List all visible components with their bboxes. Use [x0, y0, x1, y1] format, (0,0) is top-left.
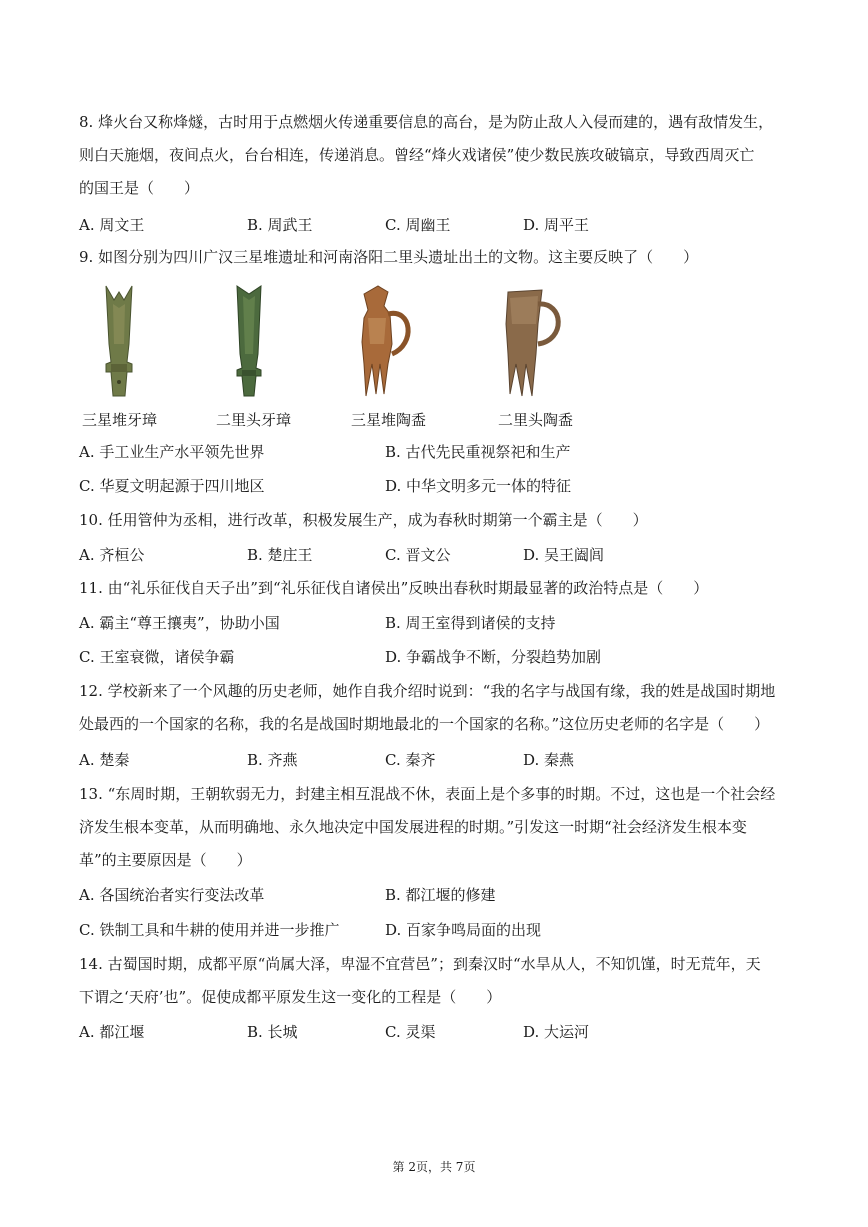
question-14-stem-line2: 下谓之‘天府’也”。促使成都平原发生这一变化的工程是（ ） — [79, 988, 502, 1006]
question-8-options — [79, 210, 791, 240]
question-14-stem-line1: 14. 古蜀国时期，成都平原“尚属大泽，卑湿不宜营邑”；到秦汉时“水旱从人，不知饥馑，时无荒年，天 — [79, 955, 761, 973]
option-b[interactable]: B. 齐燕 — [247, 751, 298, 769]
question-9-options-row2 — [79, 471, 791, 501]
option-b[interactable]: B. 都江堰的修建 — [385, 886, 496, 904]
jade-zhang-icon — [98, 284, 140, 404]
pottery-he-icon — [498, 284, 568, 404]
option-b[interactable]: B. 古代先民重视祭祀和生产 — [385, 443, 571, 461]
option-a[interactable]: A. 楚秦 — [79, 751, 130, 769]
question-8-stem-line2: 则白天施烟，夜间点火，台台相连，传递消息。曾经“烽火戏诸侯”使少数民族攻破镐京，导致西周灭亡 — [79, 146, 755, 164]
option-b[interactable]: B. 周王室得到诸侯的支持 — [385, 614, 556, 632]
question-14-options — [79, 1017, 791, 1047]
question-13-options-row1 — [79, 880, 791, 910]
question-11 — [79, 572, 791, 605]
question-10-options — [79, 540, 791, 570]
page-number-footer: 第 2页，共 7页 — [392, 1160, 476, 1174]
question-13-options-row2 — [79, 915, 791, 945]
option-c[interactable]: C. 王室衰微，诸侯争霸 — [79, 648, 235, 666]
option-b[interactable]: B. 周武王 — [247, 216, 313, 234]
option-c[interactable]: C. 周幽王 — [385, 216, 451, 234]
option-c[interactable]: C. 铁制工具和牛耕的使用并进一步推广 — [79, 921, 340, 939]
option-a[interactable]: A. 手工业生产水平领先世界 — [79, 443, 265, 461]
option-a[interactable]: A. 都江堰 — [79, 1023, 145, 1041]
option-a[interactable]: A. 霸主“尊王攘夷”，协助小国 — [79, 614, 280, 632]
question-12 — [79, 675, 791, 741]
option-d[interactable]: D. 争霸战争不断，分裂趋势加剧 — [385, 648, 602, 666]
option-a[interactable]: A. 各国统治者实行变法改革 — [79, 886, 265, 904]
question-13-stem-line2: 济发生根本变革，从而明确地、永久地决定中国发展进程的时期。”引发这一时期“社会经济发生根本变 — [79, 818, 747, 836]
question-13-stem-line3: 革”的主要原因是（ ） — [79, 851, 252, 869]
option-c[interactable]: C. 华夏文明起源于四川地区 — [79, 477, 265, 495]
figure-caption: 三星堆牙璋 — [82, 411, 158, 429]
question-8 — [79, 106, 791, 205]
figure-caption: 三星堆陶盉 — [351, 411, 427, 429]
question-11-options-row2 — [79, 642, 791, 672]
question-9 — [79, 241, 791, 274]
question-12-stem-line2: 处最西的一个国家的名称，我的名是战国时期地最北的一个国家的名称。”这位历史老师的名字是（ ） — [79, 715, 770, 733]
question-12-stem-line1: 12. 学校新来了一个风趣的历史老师，她作自我介绍时说到：“我的名字与战国有缘，我的姓是战国时期地 — [79, 682, 776, 700]
question-11-options-row1 — [79, 608, 791, 638]
pottery-he-icon — [354, 284, 420, 404]
option-d[interactable]: D. 大运河 — [523, 1023, 590, 1041]
option-d[interactable]: D. 百家争鸣局面的出现 — [385, 921, 542, 939]
question-13-stem-line1: 13. “东周时期，王朝软弱无力，封建主相互混战不休，表面上是个多事的时期。不过，这也是一个社会经 — [79, 785, 776, 803]
question-10 — [79, 504, 791, 537]
question-8-stem-line3: 的国王是（ ） — [79, 179, 200, 197]
figure-caption: 二里头牙璋 — [216, 411, 292, 429]
question-12-options — [79, 745, 791, 775]
option-c[interactable]: C. 晋文公 — [385, 546, 451, 564]
question-9-stem: 9. 如图分别为四川广汉三星堆遗址和河南洛阳二里头遗址出土的文物。这主要反映了（ ） — [79, 248, 699, 266]
option-d[interactable]: D. 吴王阖闾 — [523, 546, 605, 564]
option-d[interactable]: D. 秦燕 — [523, 751, 575, 769]
question-13 — [79, 778, 791, 877]
figure-caption: 二里头陶盉 — [498, 411, 574, 429]
question-8-stem-line1: 8. 烽火台又称烽燧，古时用于点燃烟火传递重要信息的高台，是为防止敌人入侵而建的，遇有敌情发生， — [79, 113, 774, 131]
option-a[interactable]: A. 齐桓公 — [79, 546, 145, 564]
option-b[interactable]: B. 长城 — [247, 1023, 298, 1041]
option-b[interactable]: B. 楚庄王 — [247, 546, 313, 564]
question-9-options-row1 — [79, 437, 791, 467]
jade-zhang-icon — [231, 284, 267, 404]
option-d[interactable]: D. 中华文明多元一体的特征 — [385, 477, 572, 495]
option-d[interactable]: D. 周平王 — [523, 216, 590, 234]
question-14 — [79, 948, 791, 1014]
question-10-stem: 10. 任用管仲为丞相，进行改革，积极发展生产，成为春秋时期第一个霸主是（ ） — [79, 511, 648, 529]
option-a[interactable]: A. 周文王 — [79, 216, 145, 234]
question-11-stem: 11. 由“礼乐征伐自天子出”到“礼乐征伐自诸侯出”反映出春秋时期最显著的政治特点是（ ） — [79, 579, 709, 597]
option-c[interactable]: C. 灵渠 — [385, 1023, 436, 1041]
option-c[interactable]: C. 秦齐 — [385, 751, 436, 769]
